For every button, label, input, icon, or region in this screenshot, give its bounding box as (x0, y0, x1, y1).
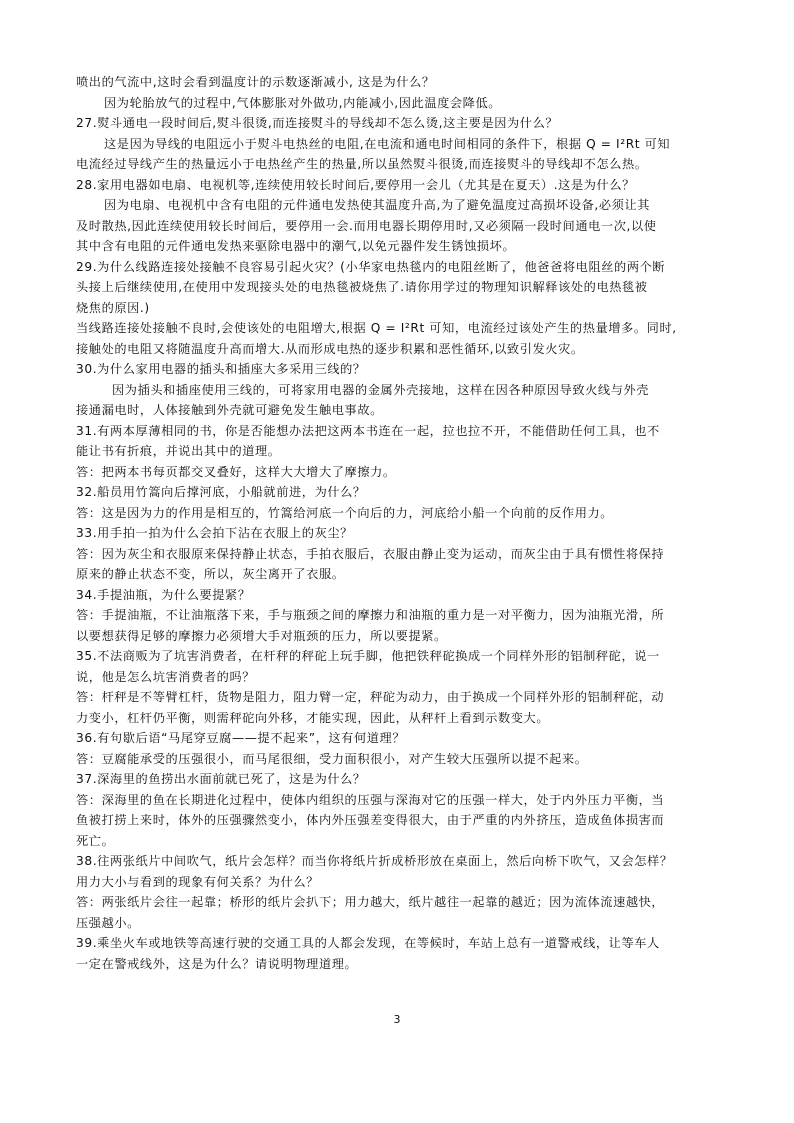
answer-29-line: 当线路连接处接触不良时,会使该处的电阻增大,根据 Q = I²Rt 可知，电流经过该处产生的热量增多。同时, (76, 321, 677, 335)
answer-28-line: 因为电扇、电视机中含有电阻的元件通电发热使其温度升高,为了避免温度过高损坏设备,必须让其 (104, 198, 651, 212)
question-28: 28.家用电器如电扇、电视机等,连续使用较长时间后,要停用一会儿（尤其是在夏天）.这是为什么？ (76, 177, 635, 192)
question-30: 30.为什么家用电器的插头和插座大多采用三线的？ (76, 362, 366, 376)
question-38-line: 用力大小与看到的现象有何关系？为什么？ (76, 874, 319, 889)
question-36: 36.有句歇后语“马尾穿豆腐——提不起来”，这有何道理？ (76, 731, 406, 745)
question-33: 33.用手拍一拍为什么会拍下沾在衣服上的灰尘？ (76, 526, 353, 540)
answer-36: 答：豆腐能承受的压强很小，而马尾很细，受力面积很小，对产生较大压强所以提不起来。 (76, 751, 588, 766)
answer-32: 答：这是因为力的作用是相互的，竹篙给河底一个向后的力，河底给小船一个向前的反作用力。 (76, 505, 614, 520)
answer-33-line: 答：因为灰尘和衣服原来保持静止状态，手拍衣服后，衣服由静止变为运动，而灰尘由于具有惯性将保持 (76, 546, 665, 561)
question-35-line: 说，他是怎么坑害消费者的吗？ (76, 669, 256, 684)
question-39: 39.乘坐火车或地铁等高速行驶的交通工具的人都会发现，在等候时，车站上总有一道警戒线，让等车人 (76, 936, 660, 950)
question-29: 29.为什么线路连接处接触不良容易引起火灾？(小华家电热毯内的电阻丝断了，他爸爸将电阻丝的两个断 (76, 259, 666, 274)
answer-27-line: 电流经过导线产生的热量远小于电热丝产生的热量,所以虽然熨斗很烫,而连接熨斗的导线却不怎么热。 (76, 157, 648, 171)
question-38: 38.往两张纸片中间吹气，纸片会怎样？而当你将纸片折成桥形放在桌面上，然后向桥下吹气，又会怎样？ (76, 854, 673, 868)
question-34: 34.手提油瓶，为什么要提紧？ (76, 587, 251, 602)
question-37: 37.深海里的鱼捞出水面前就已死了，这是为什么？ (76, 772, 366, 786)
answer-30-line: 接通漏电时，人体接触到外壳就可避免发生触电事故。 (76, 403, 383, 417)
question-27: 27.熨斗通电一段时间后,熨斗很烫,而连接熨斗的导线却不怎么烫,这主要是因为什么？ (76, 116, 559, 130)
answer-38-line: 答：两张纸片会往一起靠；桥形的纸片会扒下；用力越大，纸片越往一起靠的越近；因为流体流速越快， (76, 895, 665, 909)
answer-28-line: 其中含有电阻的元件通电发热来驱除电器中的潮气,以免元器件发生锈蚀损坏。 (76, 239, 516, 253)
page-number: 3 (393, 1013, 401, 1026)
answer-27-line: 这是因为导线的电阻远小于熨斗电热丝的电阻,在电流和通电时间相同的条件下，根据 Q = I²Rt 可知 (104, 136, 671, 151)
text-line: 喷出的气流中,这时会看到温度计的示数逐渐减小, 这是为什么？ (76, 75, 435, 89)
answer-35-line: 力变小，杠杆仍平衡，则需秤砣向外移，才能实现，因此，从秤杆上看到示数变大。 (76, 710, 550, 725)
document-body (76, 72, 710, 974)
answer-35-line: 答：杆秤是不等臂杠杆，货物是阻力，阻力臂一定，秤砣为动力，由于换成一个同样外形的铝制秤砣，动 (76, 690, 665, 704)
answer-29-line: 接触处的电阻又将随温度升高而增大.从而形成电热的逐步积累和恶性循环,以致引发火灾。 (76, 341, 584, 356)
answer-34-line: 答：手提油瓶，不让油瓶落下来，手与瓶颈之间的摩擦力和油瓶的重力是一对平衡力，因为油瓶光滑，所 (76, 608, 665, 622)
answer-37-line: 鱼被打捞上来时，体外的压强骤然变小，体内外压强差变得很大，由于严重的内外挤压，造成鱼体损害而 (76, 813, 665, 827)
question-39-line: 一定在警戒线外，这是为什么？请说明物理道理。 (76, 956, 358, 971)
question-32: 32.船员用竹篙向后撑河底，小船就前进，为什么？ (76, 485, 366, 499)
answer-38-line: 压强越小。 (76, 915, 140, 930)
answer-28-line: 及时散热,因此连续使用较长时间后，要停用一会.而用电器长期停用时,又必须隔一段时间通电一次,以使 (76, 218, 657, 233)
answer-37-line: 死亡。 (76, 833, 115, 848)
text-line: 因为轮胎放气的过程中,气体膨胀对外做功,内能减小,因此温度会降低。 (104, 95, 502, 110)
question-31: 31.有两本厚薄相同的书，你是否能想办法把这两本书连在一起，拉也拉不开，不能借助任何工具，也不 (76, 423, 660, 438)
answer-34-line: 以要想获得足够的摩擦力必须增大手对瓶颈的压力，所以要提紧。 (76, 628, 447, 643)
answer-37-line: 答：深海里的鱼在长期进化过程中，使体内组织的压强与深海对它的压强一样大，处于内外压力平衡，当 (76, 792, 665, 807)
question-29-line: 头接上后继续使用,在使用中发现接头处的电热毯被烧焦了.请你用学过的物理知识解释该处的电热毯被 (76, 280, 648, 294)
question-35: 35.不法商贩为了坑害消费者，在杆秤的秤砣上玩手脚，他把铁秤砣换成一个同样外形的铝制秤砣，说一 (76, 649, 660, 663)
answer-31: 答：把两本书每页都交叉叠好，这样大大增大了摩擦力。 (76, 464, 396, 479)
answer-33-line: 原来的静止状态不变，所以，灰尘离开了衣服。 (76, 567, 345, 581)
question-31-line: 能让书有折痕，并说出其中的道理。 (76, 444, 281, 458)
question-29-line: 烧焦的原因.) (76, 300, 150, 315)
answer-30-line: 因为插头和插座使用三线的，可将家用电器的金属外壳接地，这样在因各种原因导致火线与外壳 (112, 382, 650, 397)
